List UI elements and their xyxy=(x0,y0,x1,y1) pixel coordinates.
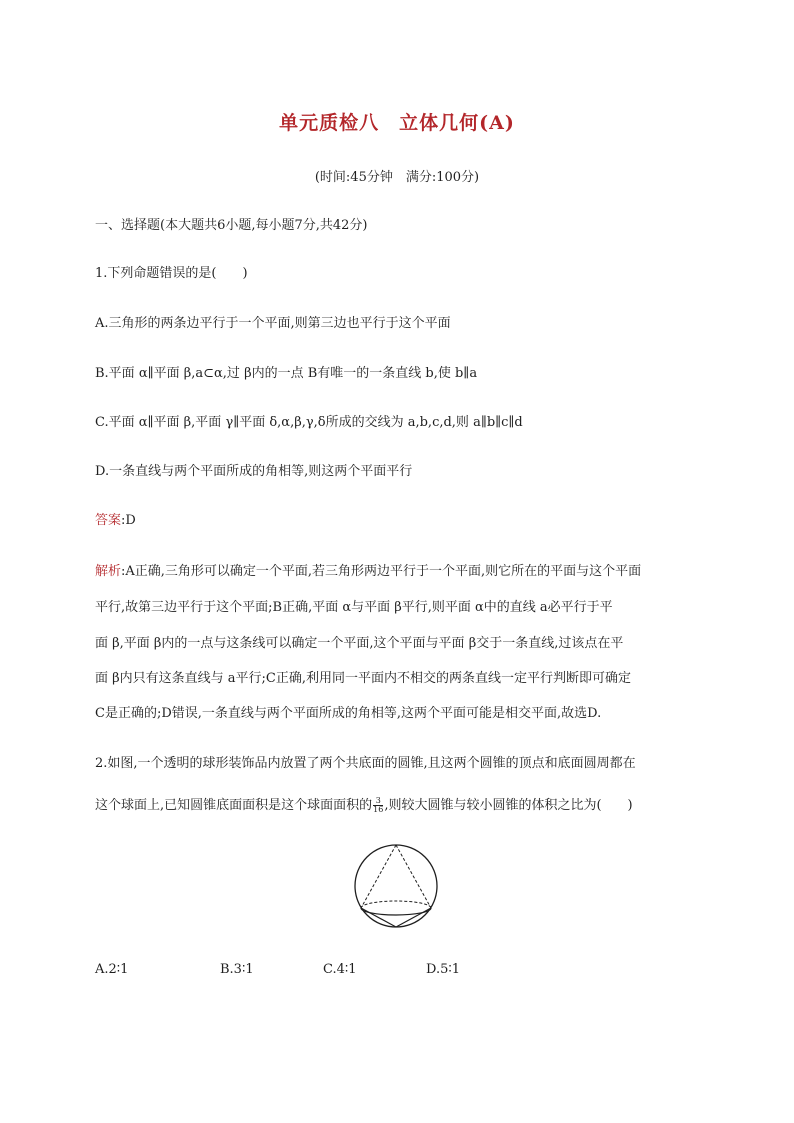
question-1-analysis-line xyxy=(95,563,641,581)
question-2-option-b: B.3∶1 xyxy=(220,962,254,977)
page-title: 单元质检八 立体几何(A) xyxy=(279,112,515,134)
question-1-option-a: A.三角形的两条边平行于一个平面,则第三边也平行于这个平面 xyxy=(95,316,451,331)
question-2-text: 这个球面上,已知圆锥底面面积是这个球面面积的 xyxy=(95,798,373,813)
question-1-analysis-line: 平行,故第三边平行于这个平面;B正确,平面 α与平面 β平行,则平面 α中的直线 a必平行于平 xyxy=(95,600,613,615)
answer-label: 答案 xyxy=(95,513,122,528)
question-1-answer xyxy=(95,512,136,530)
fraction xyxy=(373,797,383,814)
fraction-numerator: 3 xyxy=(373,797,383,806)
section-heading: 一、选择题(本大题共6小题,每小题7分,共42分) xyxy=(95,218,368,233)
question-2-option-a: A.2∶1 xyxy=(95,962,129,977)
question-1-option-d: D.一条直线与两个平面所成的角相等,则这两个平面平行 xyxy=(95,464,413,479)
question-1-option-b: B.平面 α∥平面 β,a⊂α,过 β内的一点 B有唯一的一条直线 b,使 b∥a xyxy=(95,366,478,381)
question-1-stem: 1.下列命题错误的是( ) xyxy=(95,266,248,281)
question-2-stem-line: 2.如图,一个透明的球形装饰品内放置了两个共底面的圆锥,且这两个圆锥的顶点和底面圆周都在 xyxy=(95,756,636,771)
exam-info: (时间:45分钟 满分:100分) xyxy=(314,170,480,185)
question-2-text: ,则较大圆锥与较小圆锥的体积之比为( ) xyxy=(384,798,633,813)
analysis-text: :A正确,三角形可以确定一个平面,若三角形两边平行于一个平面,则它所在的平面与这个平面 xyxy=(121,564,642,579)
question-1-analysis-line: 面 β,平面 β内的一点与这条线可以确定一个平面,这个平面与平面 β交于一条直线,过该点在平 xyxy=(95,636,624,651)
question-1-analysis-line: 面 β内只有这条直线与 a平行;C正确,利用同一平面内不相交的两条直线一定平行判断即可确定 xyxy=(95,671,631,686)
question-2-option-d: D.5∶1 xyxy=(426,962,461,977)
question-1-option-c: C.平面 α∥平面 β,平面 γ∥平面 δ,α,β,γ,δ所成的交线为 a,b,c,d,则 a∥b∥c∥d xyxy=(95,415,523,430)
analysis-label: 解析 xyxy=(95,564,122,579)
question-2-option-c: C.4∶1 xyxy=(323,962,357,977)
answer-value: :D xyxy=(121,513,136,528)
question-2-stem-line xyxy=(95,797,633,815)
question-1-analysis-line: C是正确的;D错误,一条直线与两个平面所成的角相等,这两个平面可能是相交平面,故选D. xyxy=(95,706,602,721)
sphere-cones-figure xyxy=(353,843,439,929)
fraction-denominator: 16 xyxy=(373,805,384,814)
